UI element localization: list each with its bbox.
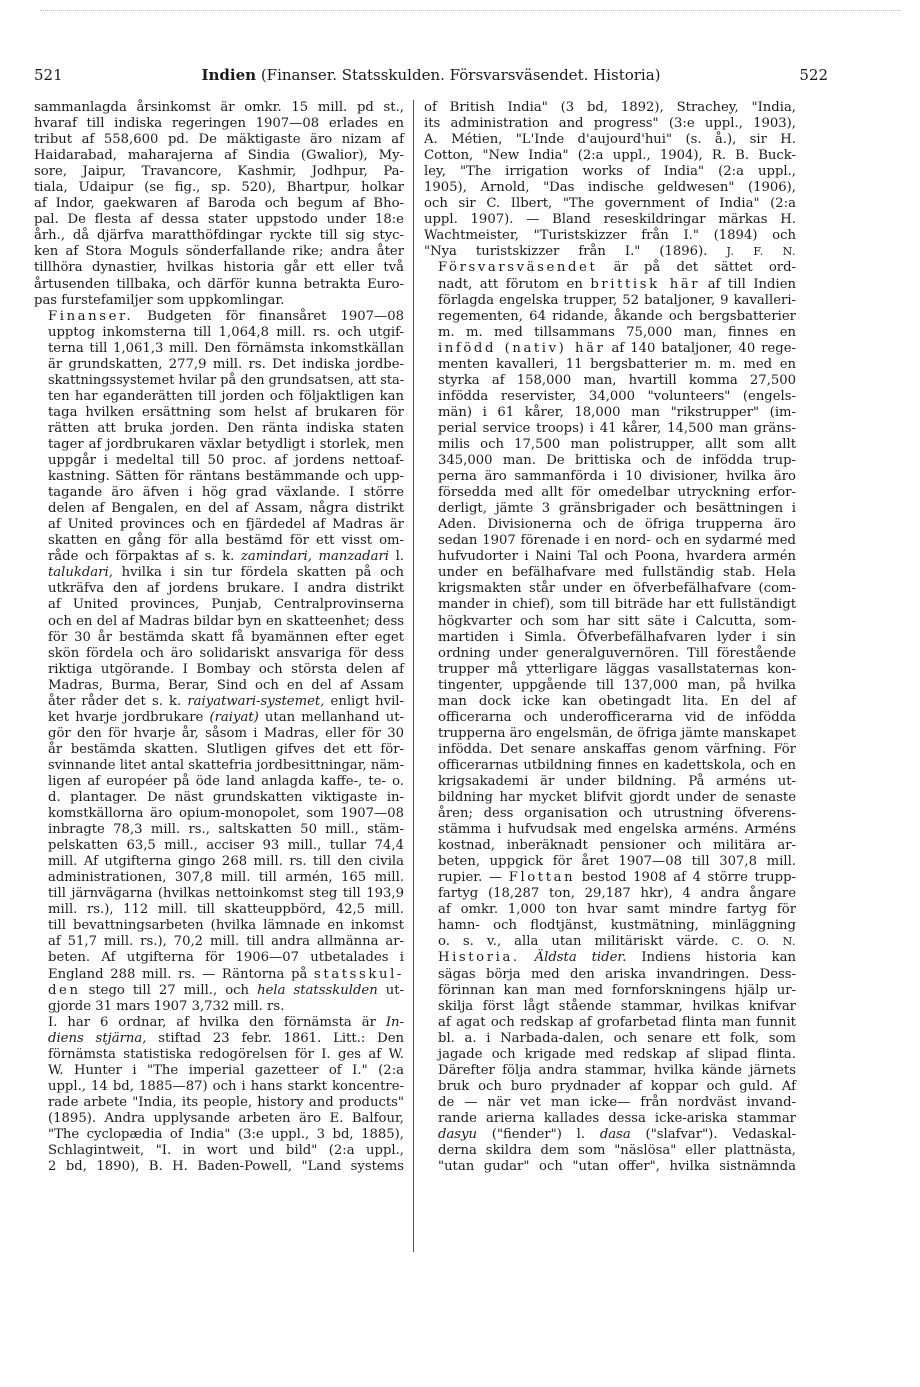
spaced-term: statsskul- [314,966,404,982]
section-heading-finanser: Finanser. [48,308,134,324]
text-line: "The cyclopædia of India" (3:e uppl., 3 bd, 1885), [48,1127,404,1142]
text-line: mill. rs.), 112 mill. till skatteuppbörd, 42,5 mill. [48,902,404,918]
text-line: Schlagintweit, "I. in wort und bild" (2:a uppl., [48,1143,404,1159]
text-line: tribut af 558,600 pd. De mäktigaste äro nizam af [34,132,404,148]
text-line: för 30 år bestämda skatt få byamännen efter eget [48,629,404,645]
text-fragment: stiftad 23 febr. 1861. Litt.: Den [158,1030,404,1046]
finances-paragraph [34,309,404,1015]
text-line: till bevattningsarbeten (hvilka lämnade en inkomst [48,918,404,934]
text-line: svinnande litet antal skattefria jordbesittningar, näm- [48,757,404,773]
text-line: komstkällorna äro opium-monopolet, som 1907—08 [48,806,404,822]
text-line: af Indor, gaekwaren af Baroda och begum af Bho- [34,196,404,212]
italic-term: diens stjärna, [48,1030,147,1046]
text-line: trupperna äro engelsmän, de öfriga jämte manskapet [438,725,796,741]
text-line: bruk och buro prydnader af koppar och guld. Af [438,1078,796,1094]
italic-term: (raiyat) [209,709,259,725]
text-line: utkräfva den af jordens brukare. I andra distrikt [48,581,404,597]
text-line: krigsakademi är under bildning. På arméns ut- [438,773,796,789]
text-line: rade arbete "India, its people, history and products" [48,1094,404,1110]
text-line: sägas börja med den ariska invandringen. Dess- [438,966,796,982]
text-line: perna äro sammanförda i 10 divisioner, hvilka äro [438,469,796,485]
defence-paragraph [424,260,796,950]
text-line: förinnan kan man med fornforskningens hjälp ur- [438,982,796,998]
text-line: och en del af Madras bildar byn en skatteenhet; dess [48,613,404,629]
princely-states-paragraph [34,100,404,309]
running-head-keyword: Indien [201,66,257,84]
text-line: år bestämda skatten. Slutligen gifves det ett för- [48,741,404,757]
text-line: Wachtmeister, "Turistskizzer från I." (1894) och [424,228,796,244]
top-rule [40,10,900,11]
text-line: män) i 61 kårer, 18,000 man "rikstrupper" (im- [438,404,796,420]
text-line: derligt, jämte 3 gränsbrigader och besättningen i [438,501,796,517]
text-line: åter råder det s. k. [48,693,182,709]
literature-continued-paragraph [424,100,796,260]
text-line: de — när vet man icke— från nordväst invand- [438,1094,796,1110]
text-line: pal. De flesta af dessa stater uppstodo under 18:e [34,212,404,228]
text-line: kastning. Sätten för räntans bestämmande och upp- [48,469,404,485]
text-line: o. s. v., alla utan militäriskt värde. [438,934,719,950]
text-line: af United provinces och en fjärdedel af Madras är [48,517,404,533]
text-line: af United provinces, Punjab, Centralprovinserna [48,597,404,613]
text-line: sammanlagda årsinkomst är omkr. 15 mill. pd st., [34,100,404,115]
text-line: gör den för hvarje år, såsom i Madras, eller för 30 [48,725,404,741]
text-line: beten, uppgick för året 1907—08 till 307,8 mill. [438,854,796,870]
text-line: martiden i Simla. Öfverbefälhafvaren lyder i sin [438,629,796,645]
text-line: årtusenden tillbaka, och därför kunna betrakta Euro- [34,276,404,292]
text-line: riktiga utgörande. I Bombay och största delen af [48,661,404,677]
text-line: d. plantager. De näst grundskatten viktigaste in- [48,790,404,806]
text-line: skattningssystemet hvilar på den grundsatsen, att sta- [48,372,405,388]
text-line: styrka af 158,000 man, hvartill komma 27,500 [438,372,796,388]
author-signature: J. F. N. [726,245,796,259]
text-line: Haidarabad, maharajerna af Sindia (Gwalior), My- [34,148,404,164]
text-line: its administration and progress" (3:e uppl., 1903), [424,116,796,132]
italic-subheading: Äldsta tider. [534,950,627,966]
text-line: till järnvägarna (hvilkas nettoinkomst steg till 193,9 [48,886,404,902]
text-line: beten. Af utgifterna för 1906—07 utbetalades i [48,950,404,966]
text-line: skön fördela och äro solidariskt ansvariga för dess [48,645,404,661]
text-line: rande arierna kallades dessa icke-ariska stammar [438,1110,796,1126]
text-line: infödda reservister, 34,000 "volunteers" (engels- [438,388,796,404]
text-line: af 51,7 mill. rs.), 70,2 mill. till andra allmänna ar- [48,934,404,950]
text-line: menten kavalleri, 11 bergsbatterier m. m. med en [438,356,796,372]
column-divider [413,100,414,1252]
text-line: under en befälhafvare med fullständig stab. Hela [438,565,796,581]
text-line: uppl., 14 bd, 1885—87) och i hans starkt koncentre- [48,1078,404,1094]
text-fragment: ("fiender") l. [491,1127,586,1142]
text-line: hvilka i sin tur fördela skatten på och [121,565,404,581]
spaced-term: Flottan [508,870,576,886]
text-line: fartyg (18,287 ton, 29,187 hkr), 4 andra ångare [438,886,796,902]
text-line: bildning har mycket blifvit gjordt under de senaste [438,790,796,806]
page-number-left: 521 [34,66,63,84]
left-column [34,100,404,1175]
text-line: bl. a. i Narbada-dalen, och senare ett folk, som [438,1030,796,1046]
text-fragment: är på det sättet ord- [613,260,796,276]
text-line: delen af Bengalen, en del af Assam, några distrikt [48,501,404,517]
text-line: kostnad, inberäknadt pensioner och militära ar- [438,838,796,854]
text-line: Budgeten för finansåret 1907—08 [147,308,404,324]
text-line: taga hvilken ersättning som helst af brukaren för [48,404,404,420]
text-line: af agat och redskap af grofarbetad flinta man funnit [438,1014,796,1030]
text-line: stämma i hufvudsak med engelska arméns. Arméns [438,822,796,838]
italic-term: In- [385,1014,404,1030]
text-fragment: l. [395,549,404,565]
text-line: råde och förpaktas af s. k. [48,549,235,565]
text-fragment: af till Indien [707,276,796,292]
italic-term: dasyu [438,1127,478,1142]
text-line: m. m. med tillsammans 75,000 man, finnes en [438,324,796,340]
text-line: pelskatten 63,5 mill., acciser 93 mill., tullar 74,4 [48,838,404,854]
text-line: tager af jordbrukaren växlar betydligt i storlek, men [48,436,404,452]
text-line: regementen, 64 ridande, åkande och bergsbatterier [438,308,796,324]
text-line: högkvarter och som har sitt säte i Calcutta, som- [438,613,796,629]
text-line: Cotton, "New India" (2:a uppl., 1904), R. B. Buck- [424,148,796,164]
text-line: skatten en gång för alla bestämd för ett visst om- [48,533,404,549]
spaced-term: infödd (nativ) här [438,340,606,356]
text-line: trupper må ytterligare läggas vasallstaternas kon- [438,661,796,677]
author-signature: C. O. N. [731,935,796,949]
text-fragment: nadt, att förutom en [438,276,583,292]
text-line: upptog inkomsterna till 1,064,8 mill. rs. och utgif- [48,324,404,340]
section-heading-historia: Historia. [438,950,520,966]
text-fragment: utan mellanhand ut- [264,709,404,725]
text-line: mander in chief), som till biträde har ett fullständigt [438,597,796,613]
running-head [34,66,828,84]
text-fragment: bestod 1908 af 4 större trupp- [581,870,796,886]
history-paragraph [424,950,796,1175]
text-line: "utan gudar" och "utan offer", hvilka sistnämnda [438,1159,796,1175]
text-line: är grundskatten, 277,9 mill. rs. Det indiska jordbe- [48,356,404,372]
text-line: uppgår i medeltal till 50 proc. af jordens nettoaf- [48,453,404,469]
text-line: man dock icke kan obetingadt lita. En del af [438,693,796,709]
text-line: derna skildra dem som "näslösa" eller plattnästa, [438,1143,796,1159]
orders-literature-paragraph [34,1015,404,1175]
text-line: tiala, Udaipur (se fig., sp. 520), Bhartpur, holkar [34,180,404,196]
text-line: 1905), Arnold, "Das indische geldwesen" (1906), [424,180,796,196]
text-line: rätten att bruka jorden. Den ränta indiska staten [48,420,404,436]
text-fragment: rupier. — [438,870,503,886]
italic-term: dasa [599,1127,631,1142]
text-line: förlagda engelska trupper, 52 bataljoner, 9 kavalleri- [438,292,796,308]
text-line: Aden. Divisionerna och de öfriga trupperna äro [438,517,796,533]
text-line: tillhöra dynastier, hvilkas historia går ett eller två [34,260,404,276]
text-line: infödda. Det senare anskaffas genom värfning. För [438,741,796,757]
text-line: ordning under generalguvernören. Till förestående [438,645,796,661]
text-line: förnämsta statistiska redogörelsen för I. ges af W. [48,1046,404,1062]
text-line: af omkr. 1,000 ton hvar samt mindre fartyg för [438,902,796,918]
text-line: åren; dess organisation och utrustning öfverens- [438,806,796,822]
text-line: och sir C. Ilbert, "The government of India" (2:a [424,196,796,212]
text-line: A. Métien, "L'Inde d'aujourd'hui" (s. å.), sir H. [424,132,796,148]
text-line: uppl. 1907). — Bland reseskildringar märkas H. [424,212,796,228]
text-line: hvaraf till indiska regeringen 1907—08 erlades en [34,116,404,132]
text-line: ket hvarje jordbrukare [48,709,204,725]
text-line: officerarna och underofficerarna vid de infödda [438,709,796,725]
spaced-term: brittisk här [590,276,701,292]
text-line: pas furstefamiljer som uppkomlingar. [34,292,285,308]
text-line: skilja först lågt stående stammar, hvilkas knifvar [438,998,796,1014]
text-line: ley, "The irrigation works of India" (2:a uppl., [424,164,796,180]
text-line: ten har eganderätten till jorden och följaktligen kan [48,388,404,404]
text-line: hamn- och flodtjänst, kustmätning, minläggning [438,918,796,934]
text-line: hufvudorter i Naini Tal och Poona, hvardera armén [438,549,796,565]
right-column [424,100,796,1175]
text-fragment: Indiens historia kan [641,950,797,966]
spaced-term: den [48,982,81,998]
text-fragment: ("slafvar"). Vedaskal- [645,1127,796,1142]
text-line: ken af Stora Moguls sönderfallande rike; andra åter [34,244,404,260]
text-line: administrationen, 307,8 mill. till armén, 165 mill. [48,870,404,886]
text-line: I. har 6 ordnar, af hvilka den förnämsta är [48,1014,376,1030]
text-line: Därefter följa andra stammar, hvilka kände järnets [438,1062,796,1078]
page-number-right: 522 [799,66,828,84]
text-line: England 288 mill. rs. — Räntorna på [48,966,308,982]
italic-term: raiyatwari-systemet, [187,693,325,709]
text-line: officerarnas utbildning finnes en kadettskola, och en [438,757,796,773]
page-header [34,66,828,90]
text-line: tagande äro äfven i hög grad växlande. I större [48,485,404,501]
text-line: tingenter, uppgående till 137,000 man, på hvilka [438,677,796,693]
text-line: årh., då djärfva maratthöfdingar ryckte till sig styc- [34,228,404,244]
text-fragment: ut- [385,982,404,998]
text-line: milis och 17,500 man polistrupper, allt som allt [438,436,796,452]
text-line: of British India" (3 bd, 1892), Strachey, "India, [424,100,796,115]
text-line: W. Hunter i "The imperial gazetteer of I." (2:a [48,1062,404,1078]
text-line: gjorde 31 mars 1907 3,732 mill. rs. [48,998,285,1014]
running-head-topics: (Finanser. Statsskulden. Försvarsväsendet. Historia) [260,66,661,84]
text-line: försedda med allt för omedelbar utryckning erfor- [438,485,796,501]
italic-term: talukdari, [48,565,113,581]
text-line: (1895). Andra upplysande arbeten äro E. Balfour, [48,1110,404,1126]
text-line: perial service troops) i 41 kårer, 14,500 man gräns- [438,420,796,436]
text-fragment: enligt hvil- [330,693,404,709]
text-line: sedan 1907 förenade i en nord- och en sydarmé med [438,533,796,549]
text-line: inbragte 78,3 mill. rs., saltskatten 50 mill., stäm- [48,822,404,838]
text-line: jagade och krigade med redskap af slipad flinta. [438,1046,796,1062]
text-fragment: af 140 bataljoner, 40 rege- [611,340,797,356]
italic-term: hela statsskulden [257,982,378,998]
italic-term: zamindari, manzadari [240,549,389,565]
text-line: mill. Af utgifterna gingo 268 mill. rs. till den civila [48,854,404,870]
text-line: sore, Jaipur, Travancore, Kashmir, Jodhpur, Pa- [34,164,404,180]
text-line: 345,000 man. De brittiska och de infödda trup- [438,453,796,469]
text-line: terna till 1,061,3 mill. Den förnämsta inkomstkällan [48,340,404,356]
text-line: Madras, Burma, Berar, Sind och en del af Assam [48,677,404,693]
text-line: 2 bd, 1890), B. H. Baden-Powell, "Land systems [48,1159,404,1175]
text-line: "Nya turistskizzer från I." (1896). [424,244,708,260]
section-heading-forsvarsvasendet: Försvarsväsendet [438,260,598,276]
text-line: krigsmakten står under en öfverbefälhafvare (com- [438,581,796,597]
text-fragment: stego till 27 mill., och [88,982,250,998]
text-line: ligen af européer på öde land anlagda kaffe-, te- o. [48,773,404,789]
